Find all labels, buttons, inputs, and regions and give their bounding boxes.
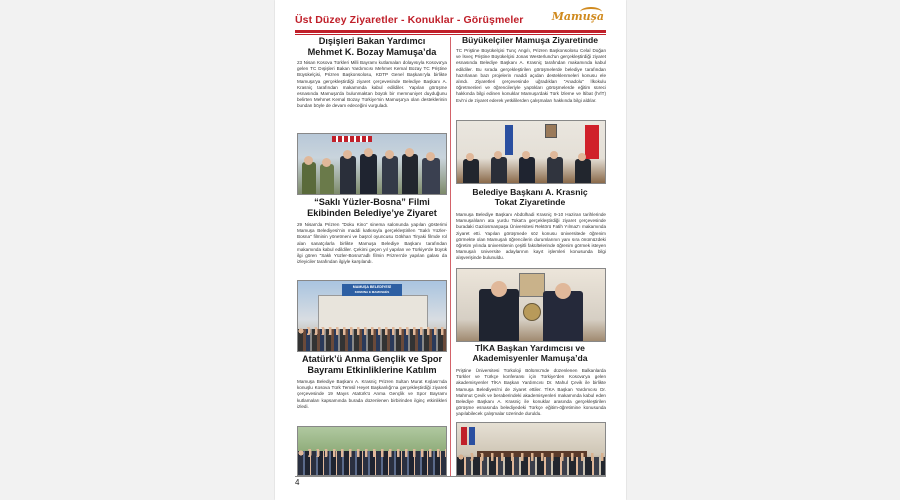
article-3-photo [297,426,447,476]
article-2-photo [297,280,447,352]
article-4-body: TC Priştine Büyükelçisi Tunç Angılı, Prizren Başkonsolosu Celal Doğan ve İsveç Priştine Büyükelçisi Jonas Westerlund'un gerçekleştirdiği ziyaret esnasında Belediye Başkanı A. Krasniç tarafından makamında kabul edildiler. Bu sırada gerçekleştirilen görüşmelerde belediye tarafından hazırlanan bazı projelerin maddi açıdan desteklenmeleri konusu ele alındı. Ziyaretleri çerçevesinde uğradıkları "Anadolu" İlkokulu öğretmenleri ve öğrencileriyle yaptıkları görüşmelerde eğitim süreci hakkında bilgi edinen konuklar Mamuşa'daki Türk İzleme ve İtibat (İVİT) Evi'ni de ziyaret ederek yetkililerden çalışmaları hakkında bilgi aldılar. [456,48,606,103]
article-1-photo [297,133,447,195]
article-6-title: TİKA Başkan Yardımcısı ve Akademisyenler Mamuşa’da [472,343,588,363]
footer-rule [295,476,606,477]
header-rule [295,30,606,33]
article-1-body: 23 Nisan Kosova Türkleri Milli Bayramı kutlamaları dolayısıyla Kosova'ya gelen TC Dışişleri Bakan Yardımcısı Mehmet Kemal Bozay TC Priştine Büyükelçisi, Prizren Başkonsolosu, KDTP Genel Başkanı'yla birlikte Mamuşa'ya gerçekleştirdiği ziyaret çerçevesinde Belediye Başkanı A. Krasniç tarafından makamında kabul edildiler. Yapılan görüşme esnasında Mamuşa'da bulunmaktan büyük bir memnuniyet duyduğunu belirten Mehmet Kemal Bozay Türkiye'nin Mamuşa'ya olan desteklerinin bundan böyle de devam edeceğini vurguladı. [297,60,447,109]
article-2-title: “Saklı Yüzler-Bosna” Filmi Ekibinden Belediye’ye Ziyaret [307,197,437,218]
article-4-title: Büyükelçiler Mamuşa Ziyaretinde [461,35,599,45]
article-3-body: Mamuşa Belediye Başkanı A. Krasniç Prizren Sultan Murat Kışlası'nda konuşlu Kosova Türk Temsil Heyet Başkanlığı'na gerçekleştirdiği ziyareti çerçevesinde 19 Mayıs Atatürk'ü Anma Gençlik ve Spor Bayramı kutlamaları kapsamında burada düzenlenen birbirinden ilginç etkinlikleri izledi. [297,379,447,409]
article-6-body: Priştine Üniversitesi Türkoloji Bölümü'nde düzenlenen Balkanlarda Türkler ve Türkçe konferansı için Türkiye'den Kosova'ya gelen akademisyenler TİKA Başkan Yardımcısı Dr. Mahul Çevik ile birlikte Mamuşa Belediyesi'ni de ziyaret ettiler. TİKA Başkan Yardımcısı Dr. Mahmut Çevik ve beraberindeki akademisyenleri makamında kabul eden Belediye Başkanı A. Krasniç ile konuklar arasında gerçekleştirilen görüşme esnasında belediyedeki Türkçe eğitim-öğretimine konusunda yapılabilecek çalışmalar üzerinde duruldu. [456,368,606,417]
article-2-body: 29 Nisan'da Prizren "Doku Kino" sinema salonunda yapılan gösterimi Mamuşa Belediyesi'nin maddi katkısıyla gerçekleştirilen "Saklı Yüzler-Bosna" filminin yönetmeni ve başrol oyuncusu Gökhan Tiryaki filmde rol alan sanatçılarla birlikte Mamuşa Belediye Başkanı tarafından makamında kabul edildiler. Çekimi geçen yıl yapılan ve Türkiye'de büyük ilgi gören "Saklı Yüzler-Bosna"adlı filmin Prizren'de yapılan galası da izleyiciler tarafından ilgiyle karşılandı. [297,222,447,265]
page-number: 4 [295,478,300,487]
article-5-body: Mamuşa Belediye Başkanı Abdülhadi Krasniç 9-10 Haziran tarihlerinde Mamuşalıların ata yurdu Tokat'a gerçekleştirdiği ziyaret çerçevesinde buradaki Gaziosmanpaşa Üniversitesi Rektörü Fatih Yılmaz'ı makamında ziyaret etti. Yapılan görüşmede söz konusu üniversitede öğrenim görmekte olan Mamuşalı öğrencilerin durumlarının yanı sıra önümüzdeki öğretim yılında üniversitenin çeşitli fakültelerinde öğrenim görmek isteyen Mamuşalı üniversite adaylarının kayıt işlemleri konusunda bilgi alışverişinde bulunuldu. [456,212,606,261]
magazine-page [275,0,626,500]
logo: Mamuşa [551,10,604,23]
article-6-photo [456,422,606,476]
building-sign: MAMUŞA BELEDİYESİ KOMUNA E MAMUSHËS [342,284,402,296]
article-3-title: Atatürk’ü Anma Gençlik ve Spor Bayramı Etkinliklerine Katılım [301,354,443,375]
article-5-photo [456,268,606,342]
article-1-title: Dışişleri Bakan Yardımcı Mehmet K. Bozay Mamuşa’da [307,36,437,57]
article-5-title: Belediye Başkanı A. Krasniç Tokat Ziyaretinde [472,187,588,207]
section-title: Üst Düzey Ziyaretler - Konuklar - Görüşmeler [295,14,524,26]
column-divider [450,37,451,477]
article-4-photo [456,120,606,184]
